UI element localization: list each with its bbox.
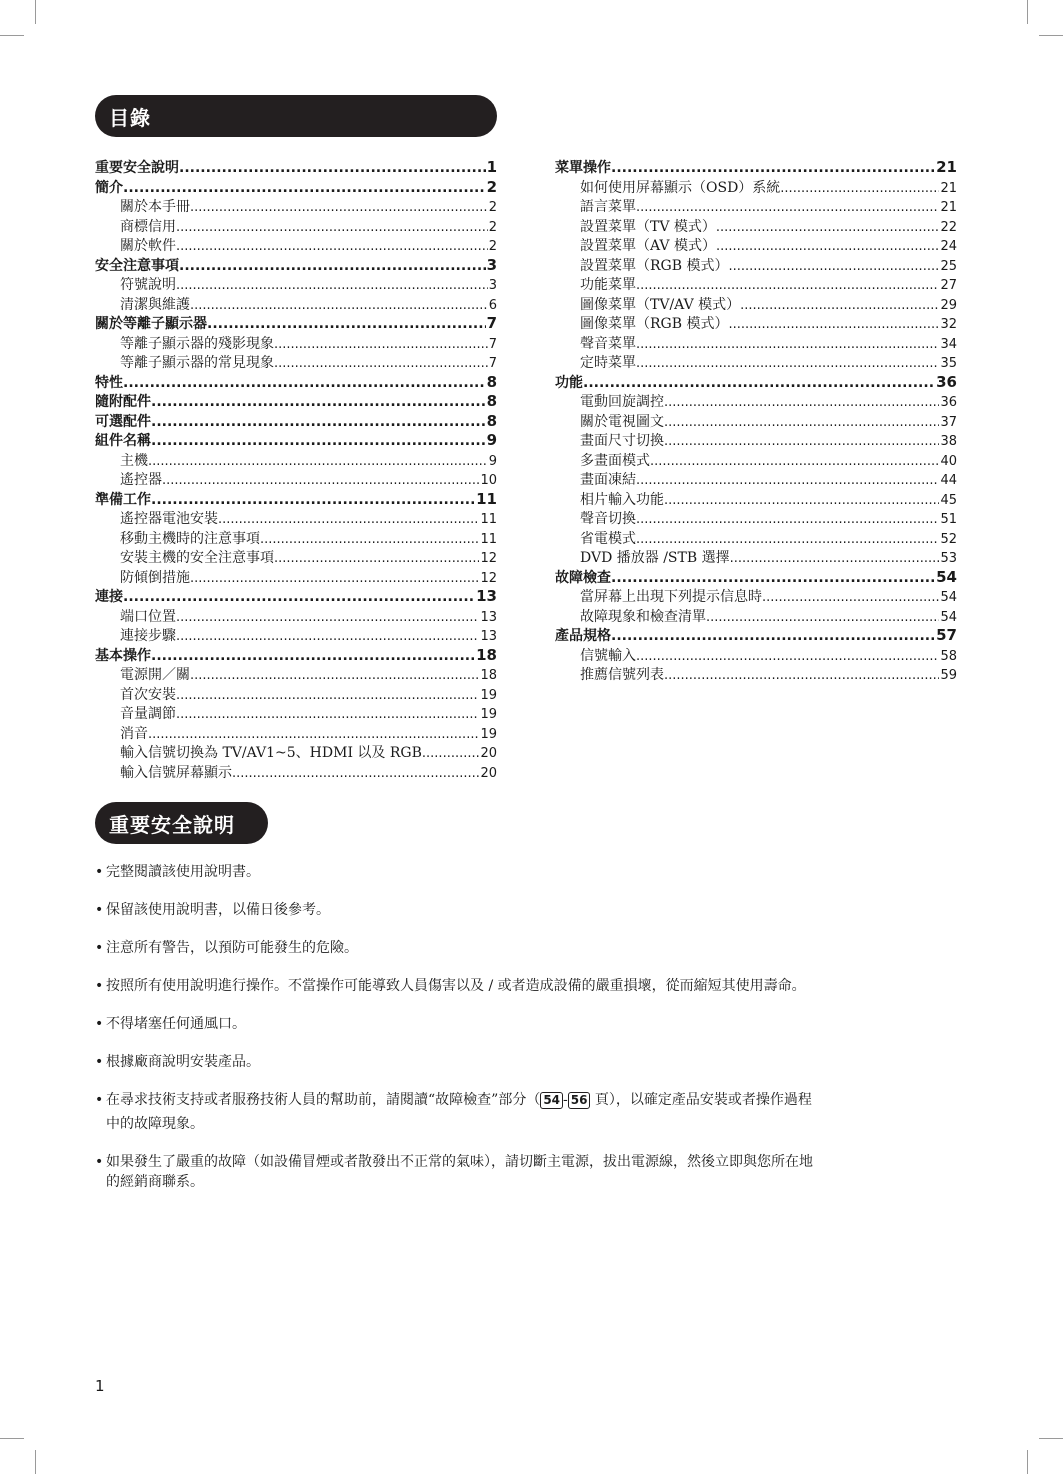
crop-mark — [0, 1438, 24, 1439]
toc-entry-page: 27 — [940, 278, 957, 293]
list-item — [95, 938, 965, 958]
toc-entry-title: 安全注意事項 — [95, 257, 179, 274]
toc-leader-dots — [218, 512, 479, 527]
toc-entry-page: 54 — [940, 590, 957, 605]
toc-entry-title: 清潔與維護 — [120, 296, 190, 313]
toc-entry-title: 商標信用 — [120, 218, 176, 235]
toc-entry-page: 8 — [486, 411, 497, 430]
toc-entry-page: 45 — [940, 492, 957, 508]
toc-heading — [95, 95, 497, 137]
toc-entry-page: 2 — [488, 200, 497, 215]
toc-entry-page: 24 — [940, 239, 957, 254]
toc-subentry[interactable] — [555, 664, 957, 684]
toc-leader-dots — [730, 551, 940, 566]
toc-leader-dots — [636, 337, 939, 352]
toc-entry-title: 圖像菜單（TV/AV 模式） — [580, 296, 741, 313]
toc-entry-page: 18 — [480, 668, 497, 683]
toc-entry-page: 21 — [940, 180, 957, 196]
toc-entry-page: 34 — [940, 336, 957, 352]
toc-entry-title: 防傾倒措施 — [120, 569, 190, 586]
toc-subentry[interactable] — [95, 762, 497, 782]
toc-entry-title: 如何使用屏幕顯示（OSD）系統 — [580, 179, 781, 196]
toc-subentry[interactable] — [555, 216, 957, 236]
toc-leader-dots — [151, 394, 486, 410]
toc-leader-dots — [728, 259, 939, 274]
page-ref-badge[interactable]: 56 — [568, 1092, 591, 1109]
toc-entry-page: 35 — [940, 356, 957, 371]
toc-leader-dots — [176, 629, 479, 644]
safety-title: 重要安全說明 — [109, 812, 235, 837]
toc-entry-page: 19 — [480, 687, 497, 703]
toc-entry-title: 設置菜單（AV 模式） — [580, 238, 716, 254]
toc-entry-title: DVD 播放器 /STB 選擇 — [580, 550, 730, 566]
toc-entry-title: 特性 — [95, 374, 123, 391]
toc-entry-page: 1 — [486, 158, 497, 176]
toc-subentry[interactable] — [95, 216, 497, 236]
item-text: 根據廠商說明安裝產品。 — [106, 1054, 260, 1070]
toc-entry-title: 聲音切換 — [580, 511, 636, 527]
safety-heading — [95, 802, 268, 844]
toc-entry-title: 畫面凍結 — [580, 472, 636, 488]
toc-entry-title: 首次安裝 — [120, 686, 176, 703]
crop-mark — [0, 35, 24, 36]
toc-entry-page: 36 — [940, 395, 957, 410]
toc-entry-title: 關於等離子顯示器 — [95, 316, 207, 332]
toc-entry-title: 安裝主機的安全注意事項 — [120, 550, 274, 566]
toc-subentry[interactable] — [555, 294, 957, 314]
list-item — [95, 900, 965, 920]
toc-subentry[interactable] — [95, 294, 497, 314]
toc-section-entry[interactable] — [95, 313, 497, 333]
toc-leader-dots — [151, 492, 475, 508]
toc-leader-dots — [716, 239, 939, 254]
toc-subentry[interactable] — [95, 606, 497, 626]
toc-leader-dots — [176, 707, 479, 722]
toc-entry-page: 29 — [940, 297, 957, 313]
toc-entry-title: 關於軟件 — [120, 238, 176, 254]
toc-leader-dots — [740, 298, 939, 313]
toc-entry-page: 19 — [480, 726, 497, 742]
toc-subentry[interactable] — [95, 547, 497, 567]
toc-entry-title: 功能菜單 — [580, 277, 636, 293]
toc-entry-title: 語言菜單 — [580, 199, 636, 215]
toc-leader-dots — [176, 688, 479, 703]
toc-leader-dots — [636, 649, 939, 664]
toc-subentry[interactable] — [95, 664, 497, 684]
toc-entry-title: 設置菜單（TV 模式） — [580, 218, 716, 235]
toc-subentry[interactable] — [555, 313, 957, 333]
toc-subentry[interactable] — [555, 645, 957, 665]
toc-leader-dots — [636, 473, 939, 488]
toc-leader-dots — [636, 356, 939, 371]
toc-entry-title: 電動回旋調控 — [580, 394, 664, 410]
toc-entry-page: 37 — [940, 414, 957, 430]
toc-section-entry[interactable] — [95, 177, 497, 197]
toc-entry-page: 58 — [940, 648, 957, 664]
toc-leader-dots — [636, 512, 939, 527]
crop-mark — [1039, 35, 1063, 36]
toc-entry-page: 57 — [936, 626, 957, 644]
toc-subentry[interactable] — [555, 235, 957, 255]
toc-entry-title: 菜單操作 — [555, 160, 611, 176]
toc-subentry[interactable] — [555, 469, 957, 489]
crop-mark — [35, 0, 36, 24]
item-text: 頁），以確定產品安裝或者操作過程 — [590, 1092, 812, 1108]
toc-entry-page: 7 — [488, 356, 497, 371]
toc-subentry[interactable] — [95, 333, 497, 353]
toc-entry-title: 連接 — [95, 589, 123, 605]
toc-entry-page: 21 — [936, 158, 957, 176]
toc-entry-page: 12 — [480, 551, 497, 566]
toc-leader-dots — [123, 180, 486, 196]
toc-leader-dots — [664, 668, 939, 683]
toc-leader-dots — [664, 395, 939, 410]
toc-subentry[interactable] — [95, 508, 497, 528]
toc-entry-page: 18 — [476, 645, 497, 664]
toc-entry-page: 21 — [940, 200, 957, 215]
toc-entry-page: 53 — [940, 551, 957, 566]
toc-leader-dots — [762, 590, 939, 605]
toc-subentry[interactable] — [555, 586, 957, 606]
toc-entry-page: 2 — [488, 219, 497, 235]
toc-entry-page: 52 — [940, 531, 957, 547]
list-item — [95, 1052, 965, 1072]
toc-entry-page: 9 — [486, 431, 497, 449]
toc-entry-page: 20 — [480, 765, 497, 781]
toc-entry-page: 2 — [486, 177, 497, 196]
item-text-line2: 中的故障現象。 — [106, 1116, 204, 1132]
toc-entry-title: 設置菜單（RGB 模式） — [580, 257, 729, 274]
toc-subentry[interactable] — [555, 255, 957, 275]
toc-entry-page: 11 — [480, 531, 497, 547]
toc-leader-dots — [207, 316, 486, 332]
toc-subentry[interactable] — [95, 528, 497, 548]
toc-column-right — [555, 157, 957, 684]
toc-entry-title: 信號輸入 — [580, 647, 636, 664]
toc-column-left — [95, 157, 497, 781]
toc-leader-dots — [190, 668, 479, 683]
toc-subentry[interactable] — [95, 352, 497, 372]
toc-entry-page: 38 — [940, 434, 957, 449]
toc-leader-dots — [151, 648, 475, 664]
item-text-line2: 的經銷商聯系。 — [106, 1174, 204, 1190]
toc-leader-dots — [176, 610, 479, 625]
toc-leader-dots — [611, 160, 935, 176]
toc-entry-title: 等離子顯示器的常見現象 — [120, 355, 274, 371]
toc-leader-dots — [123, 589, 475, 605]
toc-subentry[interactable] — [95, 567, 497, 587]
toc-entry-page: 12 — [480, 570, 497, 586]
toc-subentry[interactable] — [555, 606, 957, 626]
toc-entry-title: 移動主機時的注意事項 — [120, 530, 260, 547]
toc-entry-page: 3 — [488, 278, 497, 293]
toc-entry-title: 推薦信號列表 — [580, 667, 664, 683]
toc-section-entry[interactable] — [95, 411, 497, 431]
toc-section-entry[interactable] — [555, 372, 957, 392]
toc-entry-title: 圖像菜單（RGB 模式） — [580, 316, 729, 332]
toc-entry-page: 7 — [488, 336, 497, 352]
toc-leader-dots — [716, 220, 940, 235]
toc-leader-dots — [274, 356, 488, 371]
crop-mark — [35, 1450, 36, 1474]
toc-subentry[interactable] — [555, 196, 957, 216]
toc-leader-dots — [190, 571, 479, 586]
toc-entry-title: 符號說明 — [120, 277, 176, 293]
toc-leader-dots — [636, 532, 939, 547]
toc-entry-page: 59 — [940, 668, 957, 683]
toc-leader-dots — [664, 493, 939, 508]
toc-leader-dots — [636, 200, 939, 215]
safety-list — [95, 862, 965, 1210]
toc-entry-title: 產品規格 — [555, 628, 611, 644]
toc-leader-dots — [148, 454, 488, 469]
toc-subentry[interactable] — [555, 274, 957, 294]
toc-entry-title: 相片輸入功能 — [580, 491, 664, 508]
toc-entry-title: 關於本手冊 — [120, 199, 190, 215]
toc-entry-page: 40 — [940, 453, 957, 469]
toc-section-entry[interactable] — [555, 157, 957, 177]
toc-entry-title: 故障現象和檢查清單 — [580, 608, 706, 625]
toc-entry-page: 11 — [480, 512, 497, 527]
toc-subentry[interactable] — [555, 547, 957, 567]
toc-leader-dots — [706, 610, 939, 625]
toc-entry-title: 輸入信號切換為 TV/AV1~5、HDMI 以及 RGB — [120, 745, 422, 761]
toc-section-entry[interactable] — [555, 625, 957, 645]
toc-subentry[interactable] — [95, 742, 497, 762]
toc-leader-dots — [611, 628, 935, 644]
toc-entry-title: 準備工作 — [95, 491, 151, 508]
item-text: 如果發生了嚴重的故障（如設備冒煙或者散發出不正常的氣味），請切斷主電源，拔出電源線，然後立即與您所在地 — [106, 1154, 813, 1170]
toc-leader-dots — [232, 766, 479, 781]
toc-subentry[interactable] — [95, 469, 497, 489]
toc-entry-title: 聲音菜單 — [580, 335, 636, 352]
toc-entry-page: 22 — [940, 219, 957, 235]
toc-leader-dots — [123, 375, 486, 391]
crop-mark — [1039, 1438, 1063, 1439]
toc-entry-title: 當屏幕上出現下列提示信息時 — [580, 589, 762, 605]
toc-leader-dots — [176, 239, 488, 254]
toc-leader-dots — [664, 415, 939, 430]
toc-subentry[interactable] — [555, 177, 957, 197]
toc-subentry[interactable] — [95, 450, 497, 470]
toc-entry-page: 8 — [486, 372, 497, 391]
toc-entry-title: 輸入信號屏幕顯示 — [120, 764, 232, 781]
toc-entry-page: 19 — [480, 707, 497, 722]
toc-entry-page: 6 — [488, 297, 497, 313]
toc-section-entry[interactable] — [555, 567, 957, 587]
toc-leader-dots — [151, 414, 486, 430]
toc-subentry[interactable] — [95, 703, 497, 723]
item-text: 注意所有警告，以預防可能發生的危險。 — [106, 940, 358, 956]
crop-mark — [1027, 0, 1028, 24]
toc-entry-title: 等離子顯示器的殘影現象 — [120, 335, 274, 352]
item-text: 按照所有使用說明進行操作。不當操作可能導致人員傷害以及 / 或者造成設備的嚴重損壞，從而縮短其使用壽命。 — [106, 978, 806, 994]
toc-entry-page: 54 — [936, 567, 957, 586]
toc-leader-dots — [190, 298, 488, 313]
item-text: 保留該使用說明書，以備日後參考。 — [106, 902, 330, 918]
toc-entry-title: 畫面尺寸切換 — [580, 433, 664, 449]
toc-subentry[interactable] — [95, 625, 497, 645]
toc-leader-dots — [190, 200, 488, 215]
toc-subentry[interactable] — [95, 723, 497, 743]
toc-leader-dots — [780, 181, 939, 196]
toc-subentry[interactable] — [555, 411, 957, 431]
toc-section-entry[interactable] — [95, 645, 497, 665]
toc-leader-dots — [611, 570, 935, 586]
toc-section-entry[interactable] — [95, 255, 497, 275]
toc-section-entry[interactable] — [95, 157, 497, 177]
item-text: 不得堵塞任何通風口。 — [106, 1016, 246, 1032]
toc-leader-dots — [176, 220, 488, 235]
item-text: 完整閱讀該使用說明書。 — [106, 864, 260, 880]
toc-leader-dots — [636, 278, 939, 293]
toc-entry-page: 54 — [940, 609, 957, 625]
toc-entry-title: 多畫面模式 — [580, 452, 650, 469]
toc-leader-dots — [650, 454, 939, 469]
toc-entry-title: 關於電視圖文 — [580, 413, 664, 430]
toc-section-entry[interactable] — [95, 586, 497, 606]
toc-entry-title: 遙控器 — [120, 472, 162, 488]
list-item — [95, 1014, 965, 1034]
toc-entry-title: 消音 — [120, 725, 148, 742]
toc-subentry[interactable] — [555, 430, 957, 450]
toc-leader-dots — [176, 278, 488, 293]
toc-title: 目錄 — [109, 105, 151, 130]
toc-leader-dots — [583, 375, 935, 391]
toc-subentry[interactable] — [555, 450, 957, 470]
crop-mark — [1027, 1450, 1028, 1474]
toc-subentry[interactable] — [95, 274, 497, 294]
toc-entry-title: 簡介 — [95, 179, 123, 196]
toc-leader-dots — [179, 160, 486, 176]
toc-entry-page: 13 — [480, 629, 497, 644]
toc-entry-page: 32 — [940, 317, 957, 332]
toc-entry-title: 連接步驟 — [120, 628, 176, 644]
toc-subentry[interactable] — [555, 391, 957, 411]
toc-subentry[interactable] — [95, 235, 497, 255]
toc-entry-title: 電源開／關 — [120, 667, 190, 683]
toc-leader-dots — [274, 551, 479, 566]
toc-entry-page: 44 — [940, 473, 957, 488]
toc-subentry[interactable] — [555, 352, 957, 372]
item-text: 在尋求技術支持或者服務技術人員的幫助前，請閱讀“故障檢查”部分（ — [106, 1092, 541, 1108]
toc-entry-page: 51 — [940, 512, 957, 527]
toc-entry-page: 13 — [476, 587, 497, 605]
toc-entry-title: 端口位置 — [120, 608, 176, 625]
toc-entry-page: 7 — [486, 314, 497, 332]
toc-entry-page: 9 — [488, 453, 497, 469]
toc-leader-dots — [151, 433, 486, 449]
list-item — [95, 862, 965, 882]
toc-entry-title: 遙控器電池安裝 — [120, 511, 218, 527]
toc-leader-dots — [728, 317, 939, 332]
toc-subentry[interactable] — [95, 684, 497, 704]
range-dash: - — [563, 1092, 568, 1108]
toc-entry-page: 11 — [476, 489, 497, 508]
list-item — [95, 1090, 965, 1134]
toc-entry-page: 25 — [940, 258, 957, 274]
toc-entry-title: 音量調節 — [120, 706, 176, 722]
toc-entry-page: 3 — [486, 255, 497, 274]
toc-entry-title: 重要安全說明 — [95, 160, 179, 176]
toc-entry-title: 可選配件 — [95, 413, 151, 430]
toc-entry-title: 故障檢查 — [555, 569, 611, 586]
toc-section-entry[interactable] — [95, 372, 497, 392]
toc-entry-page: 36 — [936, 372, 957, 391]
toc-entry-title: 定時菜單 — [580, 355, 636, 371]
page-ref-badge[interactable]: 54 — [540, 1092, 563, 1109]
toc-leader-dots — [664, 434, 939, 449]
list-item — [95, 1152, 965, 1192]
toc-section-entry[interactable] — [95, 391, 497, 411]
toc-subentry[interactable] — [95, 196, 497, 216]
toc-entry-title: 主機 — [120, 452, 148, 469]
toc-section-entry[interactable] — [95, 430, 497, 450]
toc-leader-dots — [148, 727, 479, 742]
toc-leader-dots — [179, 258, 486, 274]
toc-entry-title: 隨附配件 — [95, 394, 151, 410]
toc-subentry[interactable] — [555, 528, 957, 548]
toc-subentry[interactable] — [555, 489, 957, 509]
list-item — [95, 976, 965, 996]
toc-entry-page: 2 — [488, 239, 497, 254]
toc-section-entry[interactable] — [95, 489, 497, 509]
toc-leader-dots — [260, 532, 479, 547]
toc-leader-dots — [162, 473, 479, 488]
toc-entry-page: 10 — [480, 473, 497, 488]
toc-entry-title: 基本操作 — [95, 647, 151, 664]
toc-entry-page: 20 — [480, 746, 497, 761]
toc-entry-title: 組件名稱 — [95, 433, 151, 449]
toc-entry-page: 13 — [480, 609, 497, 625]
toc-entry-title: 省電模式 — [580, 530, 636, 547]
toc-subentry[interactable] — [555, 333, 957, 353]
page-number: 1 — [95, 1377, 105, 1395]
toc-subentry[interactable] — [555, 508, 957, 528]
toc-entry-page: 8 — [486, 392, 497, 410]
toc-leader-dots — [422, 746, 480, 761]
toc-entry-title: 功能 — [555, 374, 583, 391]
toc-leader-dots — [274, 337, 488, 352]
